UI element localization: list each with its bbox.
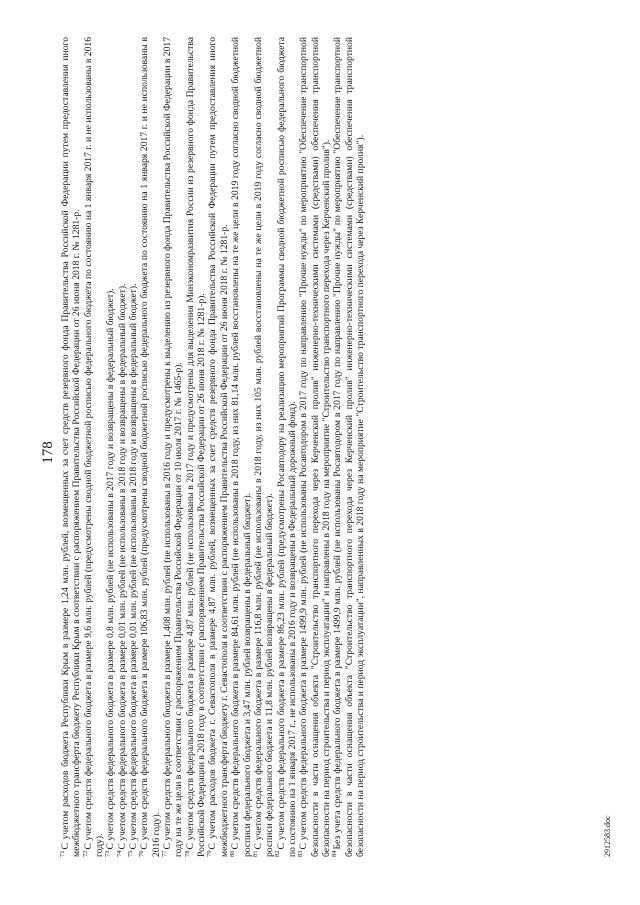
footnote-text: Без учета средств федерального бюджета в размере 1499,9 млн. рублей (не использованы Росавтодором в 2017 году по направлению "Прочие нужды" по мероприятию "Обеспечение транспортной безопасности в части оснащения объекта "Строительство транспортного перехода через Керченский пролив" инженерно-техническими системами (средствами) обеспечения транспортной безопасности на период строительства и период эксплуатации", направленных в 2018 году на мероприятие "Строительство транспортного перехода через Керченский пролив"). [332, 37, 366, 857]
footnote-text: С учетом средств федерального бюджета в размере 0,8 млн. рублей (не использованы в 2017 году и возвращены в федеральный бюджет). [105, 288, 117, 850]
footnote-text: С учетом средств федерального бюджета в размере 86,23 млн. рублей (предусмотрены Росавтодору на реализацию мероприятий Программы сводной бюджетной росписью федерального бюджета по состоянию на 1 января 2017 г., не использованы в 2016 году и возвращены в Федеральный дорожный фонд). [275, 37, 298, 857]
footnote [60, 37, 83, 857]
footnote-marker: 73 [104, 850, 112, 857]
footnote [207, 37, 230, 857]
footnote [298, 37, 332, 857]
footnote-marker: 78 [183, 850, 191, 857]
footnote-text: С учетом средств федерального бюджета в размере 1,408 млн. рублей (не использованы в 2016 году и предусмотрены к выделению из резервного фонда Правительства Российской Федерации в 2017 году на те же цели в соответствии с распоряжением Правительства Российской Федерации от 10 июля 2017 г. № 1465-р). [162, 37, 185, 857]
footnote-text: С учетом средств федерального бюджета в размере 4,87 млн. рублей (не использованы в 2017 году и предусмотрены для выделения Минэкономразвития России из резервного фонда Правительства Российской Федерации в 2018 году в соответствии с распоряжением Правительства Российской Федерации от 26 июня 2018 г. № 1281-р). [184, 37, 208, 857]
footnote [276, 37, 299, 857]
page-number: 178 [40, 441, 56, 464]
footnote [105, 37, 116, 857]
footnote-marker: 82 [274, 850, 282, 857]
footnote-text: С учетом средств федерального бюджета в размере 0,01 млн. рублей (не использованы в 2018 году и возвращены в федеральный бюджет). [116, 283, 128, 850]
footnote-text: С учетом расходов бюджета г. Севастополя в размере 4,87 млн. рублей, возмещенных за счет средств резервного фонда Правительства Российской Федерации путем предоставления иного межбюджетного трансферта бюджету г. Севастополя в соответствии с распоряжением Правительства Российской Федерации от 26 июня 2018 г. № 1281-р. [207, 37, 230, 857]
footnote-text: С учетом средств федерального бюджета в размере 0,01 млн. рублей (не использованы в 2018 году и возвращены в федеральный бюджет). [128, 283, 140, 850]
footnotes-block [60, 37, 366, 857]
footnote-text: С учетом средств федерального бюджета в размере 9,6 млн. рублей (предусмотрены сводной бюджетной росписью федерального бюджета по состоянию на 1 января 2017 г. и не использованы в 2016 году). [82, 37, 106, 857]
footnote [162, 37, 185, 857]
footnote-marker: 75 [126, 850, 134, 857]
footnote [83, 37, 106, 857]
footnote-marker: 79 [206, 850, 214, 857]
footnote-text: С учетом средств федерального бюджета в размере 116,8 млн. рублей (не использованы в 2018 году, из них 105 млн. рублей восстановлены на те же цели в 2019 году согласно сводной бюджетной росписи федерального бюджета и 11,8 млн. рублей возвращены в федеральный бюджет). [252, 37, 276, 857]
footnote-marker: 81 [251, 850, 259, 857]
footnote [128, 37, 139, 857]
document-filename: 2912583.doc [603, 815, 612, 857]
footnote-marker: 83 [297, 850, 305, 857]
footnote-marker: 76 [138, 850, 146, 857]
footnote [185, 37, 208, 857]
footnote [253, 37, 276, 857]
footnote-text: С учетом средств федерального бюджета в размере 1499,9 млн. рублей (не использованы Росавтодором в 2017 году по направлению "Прочие нужды" по мероприятию "Обеспечение транспортной безопасности в части оснащения объекта "Строительство транспортного перехода через Керченский пролив" инженерно-техническими системами (средствами) обеспечения транспортной безопасности на период строительства и период эксплуатации" и направлены в 2018 году на мероприятие "Строительство транспортного перехода через Керченский пролив"). [298, 37, 332, 857]
footnote-marker: 72 [81, 850, 89, 857]
footnote-marker: 77 [160, 850, 168, 857]
footnote-text: С учетом расходов бюджета Республики Крым в размере 1,24 млн. рублей, возмещенных за счет средств резервного фонда Правительства Российской Федерации путем предоставления иного межбюджетного трансферта бюджету Республики Крым в соответствии с распоряжением Правительства Российской Федерации от 26 июня 2018 г. № 1281-р. [60, 37, 83, 857]
footnote [332, 37, 366, 857]
footnote-text: С учетом средств федерального бюджета в размере 84,61 млн. рублей (не использованы в 2018 году, из них 81,14 млн. рублей восстановлены на те же цели в 2019 году согласно сводной бюджетной росписи федерального бюджета и 3,47 млн. рублей возвращены в федеральный бюджет). [230, 37, 253, 857]
footnote-marker: 71 [58, 850, 66, 857]
footnote-text: С учетом средств федерального бюджета в размере 106,83 млн. рублей (предусмотрены сводной бюджетной росписью федерального бюджета по состоянию на 1 января 2017 г. и не использованы в 2016 году). [139, 37, 162, 857]
footnote [139, 37, 162, 857]
footnote-marker: 74 [115, 850, 123, 857]
footnote [117, 37, 128, 857]
footnote-marker: 80 [228, 850, 236, 857]
footnote [230, 37, 253, 857]
footnote-marker: 84 [331, 850, 339, 857]
